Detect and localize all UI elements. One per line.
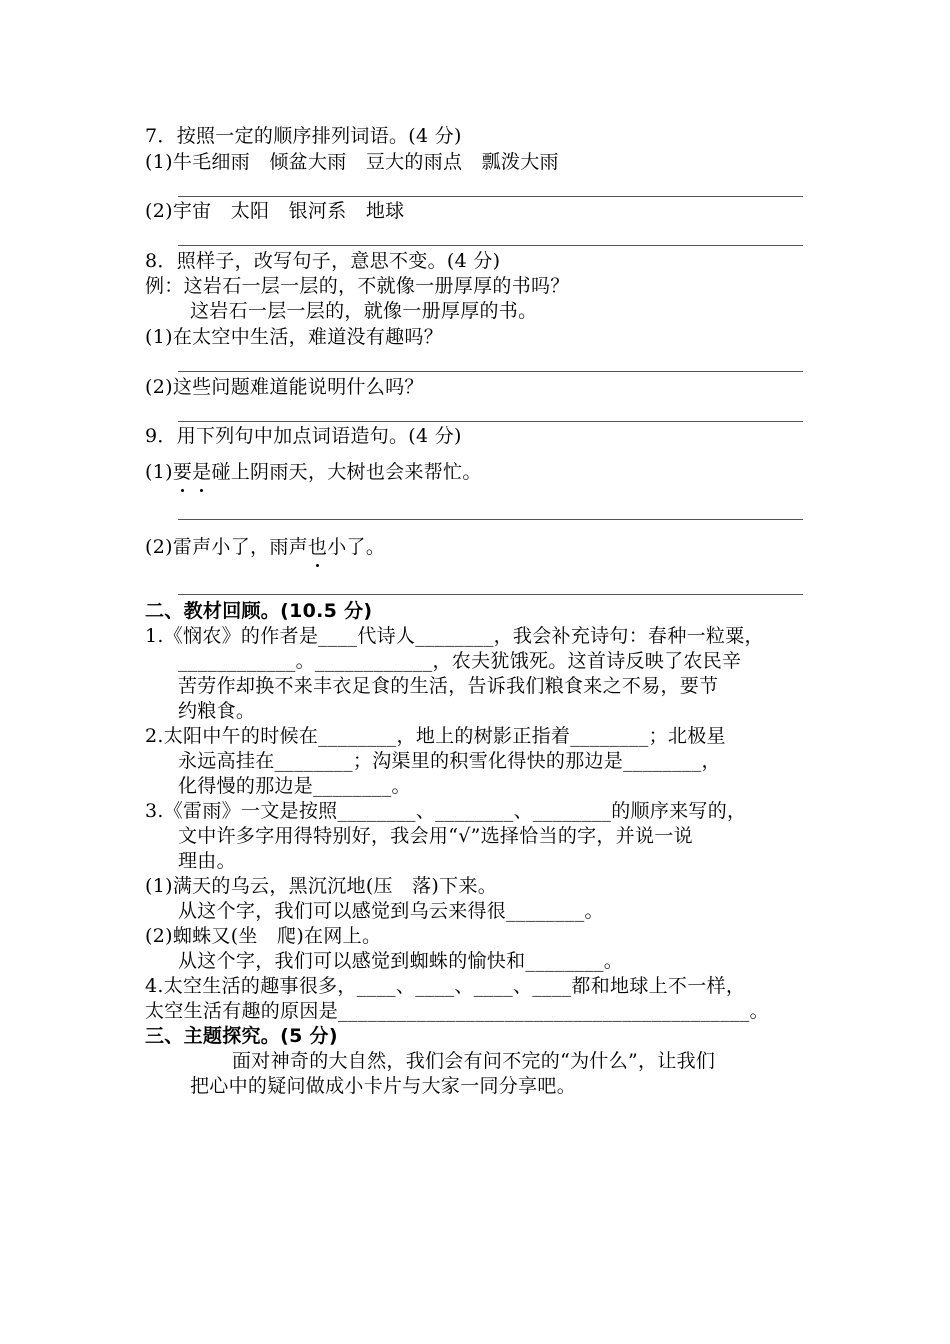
s2-line-14: 从这个字，我们可以感觉到蜘蛛的愉快和________。 (178, 950, 624, 972)
s3-line-2: 把心中的疑问做成小卡片与大家一同分享吧。 (190, 1075, 577, 1097)
q7-title: 7．按照一定的顺序排列词语。(4 分) (145, 125, 462, 147)
q7-answer-line-2[interactable] (178, 245, 803, 246)
q8-example-answer: 这岩石一层一层的，就像一册厚厚的书。 (190, 300, 538, 322)
q9-item-2-rest: 小了。 (327, 536, 386, 558)
q8-answer-line-1[interactable] (178, 371, 803, 372)
s2-line-9: 文中许多字用得特别好，我会用“√”选择恰当的字，并说一说 (178, 825, 693, 847)
q7-item-2: (2)宇宙 太阳 银河系 地球 (145, 200, 405, 222)
q7-answer-line-1[interactable] (178, 196, 803, 197)
s2-line-5: 2.太阳中午的时候在________，地上的树影正指着________；北极星 (145, 725, 726, 747)
s2-line-4: 约粮食。 (178, 700, 256, 722)
s2-line-11: (1)满天的乌云，黑沉沉地(压 落)下来。 (145, 875, 498, 897)
s2-line-16: 太空生活有趣的原因是__________________________________________。 (145, 1000, 769, 1022)
s3-line-1: 面对神奇的大自然，我们会有问不完的“为什么”，让我们 (232, 1050, 716, 1072)
q9-answer-line-2[interactable] (178, 594, 803, 595)
q8-title: 8．照样子，改写句子，意思不变。(4 分) (145, 250, 501, 272)
q9-item-1 (145, 460, 482, 484)
q9-dotted-char-2: 是 (192, 461, 212, 483)
q8-item-2: (2)这些问题难道能说明什么吗？ (145, 376, 424, 398)
q9-title: 9．用下列句中加点词语造句。(4 分) (145, 425, 462, 447)
s2-line-7: 化得慢的那边是________。 (178, 775, 411, 797)
q9-dotted-char-3: 也 (307, 536, 328, 558)
q9-item-1-rest: 碰上阴雨天，大树也会来帮忙。 (211, 461, 482, 483)
s2-line-3: 苦劳作却换不来丰衣足食的生活，告诉我们粮食来之不易，要节 (178, 675, 719, 697)
s2-line-15: 4.太空生活的趣事很多，____、____、____、____都和地球上不一样， (145, 975, 746, 997)
q8-item-1: (1)在太空中生活，难道没有趣吗？ (145, 326, 444, 348)
s2-line-2: ____________。____________，农夫犹饿死。这首诗反映了农民辛 (178, 650, 742, 672)
s2-line-1: 1.《悯农》的作者是____代诗人________，我会补充诗句：春种一粒粟， (145, 625, 764, 647)
q8-answer-line-2[interactable] (178, 421, 803, 422)
q9-dotted-char-1: 要 (172, 461, 193, 483)
q7-item-1: (1)牛毛细雨 倾盆大雨 豆大的雨点 瓢泼大雨 (145, 151, 559, 173)
section-3-title: 三、主题探究。(5 分) (145, 1025, 338, 1047)
s2-line-12: 从这个字，我们可以感觉到乌云来得很________。 (178, 900, 604, 922)
q9-answer-line-1[interactable] (178, 519, 803, 520)
s2-line-13: (2)蜘蛛又(坐 爬)在网上。 (145, 925, 382, 947)
s2-line-6: 永远高挂在________；沟渠里的积雪化得快的那边是________， (178, 750, 721, 772)
s2-line-10: 理由。 (178, 850, 236, 872)
section-2-title: 二、教材回顾。(10.5 分) (145, 600, 373, 622)
q9-item-2 (145, 535, 385, 559)
q8-example-question: 例：这岩石一层一层的，不就像一册厚厚的书吗？ (145, 275, 570, 297)
s2-line-8: 3.《雷雨》一文是按照________、________、________的顺序来写的， (145, 800, 747, 822)
q9-item-2-prefix: (2)雷声小了，雨声 (145, 536, 308, 558)
q9-item-1-prefix: (1) (145, 461, 173, 483)
